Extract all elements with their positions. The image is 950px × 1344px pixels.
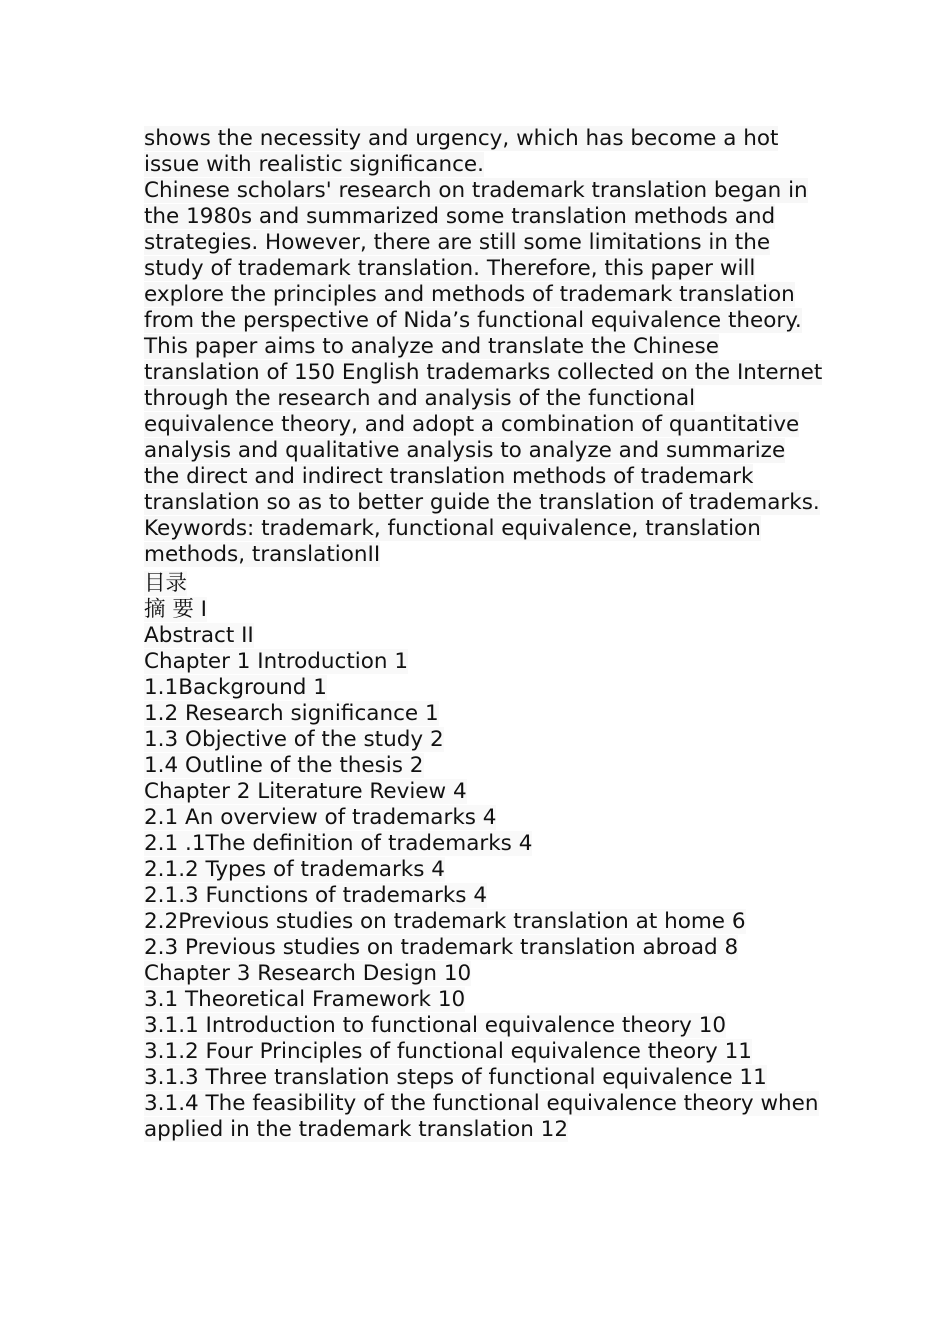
toc-entry-text: Chapter 3 Research Design 10 <box>144 961 472 986</box>
toc-entry <box>144 1013 824 1039</box>
toc-entry-text: 2.1.2 Types of trademarks 4 <box>144 857 445 882</box>
toc-entry <box>144 753 824 779</box>
toc-entry <box>144 961 824 987</box>
toc-entry <box>144 623 824 649</box>
toc-entry <box>144 909 824 935</box>
toc-entry <box>144 1039 824 1065</box>
toc-entry <box>144 779 824 805</box>
toc-entry-text: 2.1.3 Functions of trademarks 4 <box>144 883 488 908</box>
document-body <box>144 126 824 1143</box>
toc-entry <box>144 675 824 701</box>
toc-entry-text: 2.3 Previous studies on trademark translation abroad 8 <box>144 935 739 960</box>
toc-entry <box>144 1065 824 1091</box>
abstract-paragraph-text: This paper aims to analyze and translate the Chinese translation of 150 English trademarks collected on the Internet through the research and analysis of the functional equivalence theory, and adopt a combination of quantitative analysis and qualitative analysis to analyze and summarize the direct and indirect translation methods of trademark translation so as to better guide the translation of trademarks. <box>144 334 823 515</box>
toc-entry <box>144 831 824 857</box>
toc-heading <box>144 568 824 597</box>
toc-entry-text: 2.2Previous studies on trademark translation at home 6 <box>144 909 746 934</box>
toc-entry-text: 2.1 An overview of trademarks 4 <box>144 805 497 830</box>
toc-entry-text: 3.1.4 The feasibility of the functional equivalence theory when applied in the trademark translation 12 <box>144 1091 819 1142</box>
toc-entry <box>144 1091 824 1143</box>
abstract-paragraph <box>144 334 824 516</box>
toc-entry <box>144 727 824 753</box>
toc-entry-text: 摘 要 I <box>144 597 208 622</box>
toc-entry-text: 1.4 Outline of the thesis 2 <box>144 753 424 778</box>
toc-entry-text: Abstract II <box>144 623 254 648</box>
toc-entry-text: Chapter 1 Introduction 1 <box>144 649 409 674</box>
toc-entry-text: 1.3 Objective of the study 2 <box>144 727 444 752</box>
toc-entry-text: 3.1 Theoretical Framework 10 <box>144 987 466 1012</box>
toc-entry-text: 3.1.1 Introduction to functional equivalence theory 10 <box>144 1013 727 1038</box>
abstract-paragraph <box>144 178 824 334</box>
keywords-text: Keywords: trademark, functional equivalence, translation methods, translationII <box>144 516 761 567</box>
abstract-paragraph <box>144 126 824 178</box>
toc-entry-text: Chapter 2 Literature Review 4 <box>144 779 467 804</box>
toc-entry <box>144 935 824 961</box>
toc-entry-text: 2.1 .1The definition of trademarks 4 <box>144 831 533 856</box>
toc-entry <box>144 883 824 909</box>
keywords-line <box>144 516 824 568</box>
toc-entry <box>144 649 824 675</box>
abstract-paragraph-text: Chinese scholars' research on trademark translation began in the 1980s and summarized some translation methods and strategies. However, there are still some limitations in the study of trademark translation. Therefore, this paper will explore the principles and methods of trademark translation from the perspective of Nida’s functional equivalence theory. <box>144 178 808 333</box>
toc-entry <box>144 987 824 1013</box>
toc-entry-text: 3.1.2 Four Principles of functional equivalence theory 11 <box>144 1039 752 1064</box>
toc-entry <box>144 597 824 623</box>
abstract-paragraph-text: shows the necessity and urgency, which has become a hot issue with realistic significance. <box>144 126 779 177</box>
toc-heading-text: 目录 <box>144 571 188 596</box>
toc-entry <box>144 805 824 831</box>
toc-entry <box>144 857 824 883</box>
toc-entry-text: 1.1Background 1 <box>144 675 327 700</box>
toc-entry-text: 3.1.3 Three translation steps of functional equivalence 11 <box>144 1065 767 1090</box>
toc-entry <box>144 701 824 727</box>
toc-entry-text: 1.2 Research significance 1 <box>144 701 439 726</box>
